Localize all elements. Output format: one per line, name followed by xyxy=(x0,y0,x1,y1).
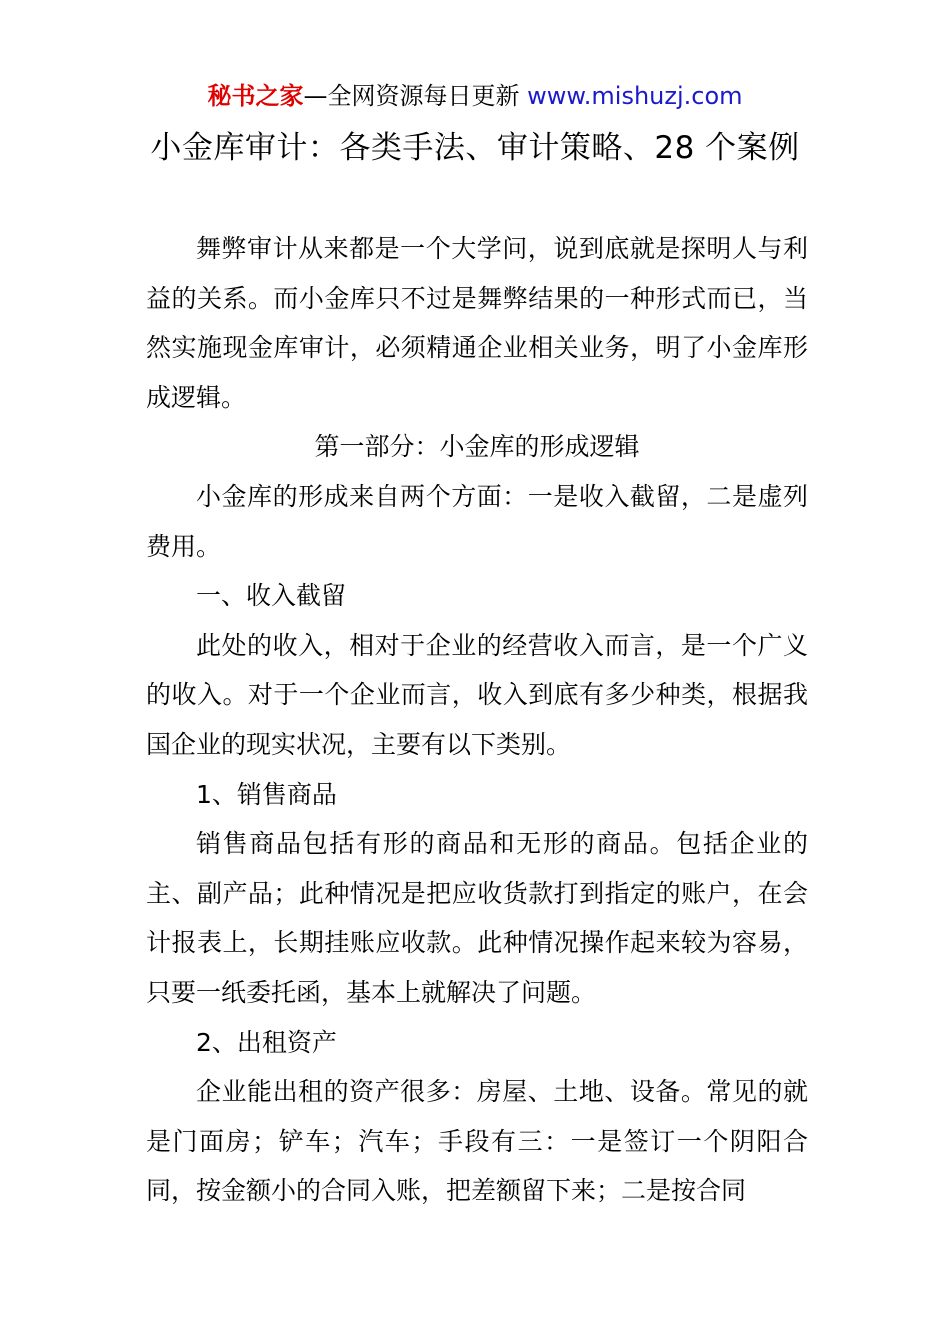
site-header xyxy=(0,80,950,112)
section-heading-part-one: 第一部分：小金库的形成逻辑 xyxy=(314,432,640,462)
document-body xyxy=(146,224,808,1216)
paragraph-selling-goods: 销售商品包括有形的商品和无形的商品。包括企业的主、副产品；此种情况是把应收货款打到指定的账户，在会计报表上，长期挂账应收款。此种情况操作起来较为容易，只要一纸委托函，基本上就解决了问题。 xyxy=(146,829,808,1007)
paragraph-renting-assets: 企业能出租的资产很多：房屋、土地、设备。常见的就是门面房；铲车；汽车；手段有三：一是签订一个阴阳合同，按金额小的合同入账，把差额留下来；二是按合同 xyxy=(146,1077,808,1206)
site-url-link[interactable]: www.mishuzj.com xyxy=(527,82,743,110)
paragraph-revenue-definition: 此处的收入，相对于企业的经营收入而言，是一个广义的收入。对于一个企业而言，收入到底有多少种类，根据我国企业的现实状况，主要有以下类别。 xyxy=(146,630,808,759)
site-tagline: —全网资源每日更新 xyxy=(303,82,528,110)
site-brand: 秘书之家 xyxy=(207,82,304,110)
paragraph-sources: 小金库的形成来自两个方面：一是收入截留，二是虚列费用。 xyxy=(146,481,808,561)
document-title: 小金库审计：各类手法、审计策略、28 个案例 xyxy=(150,130,800,166)
paragraph-intro: 舞弊审计从来都是一个大学问，说到底就是探明人与利益的关系。而小金库只不过是舞弊结果的一种形式而已，当然实施现金库审计，必须精通企业相关业务，明了小金库形成逻辑。 xyxy=(146,234,808,412)
subheading-renting-assets: 2、出租资产 xyxy=(196,1027,337,1057)
subheading-revenue-retention: 一、收入截留 xyxy=(196,581,347,611)
subheading-selling-goods: 1、销售商品 xyxy=(196,779,337,809)
